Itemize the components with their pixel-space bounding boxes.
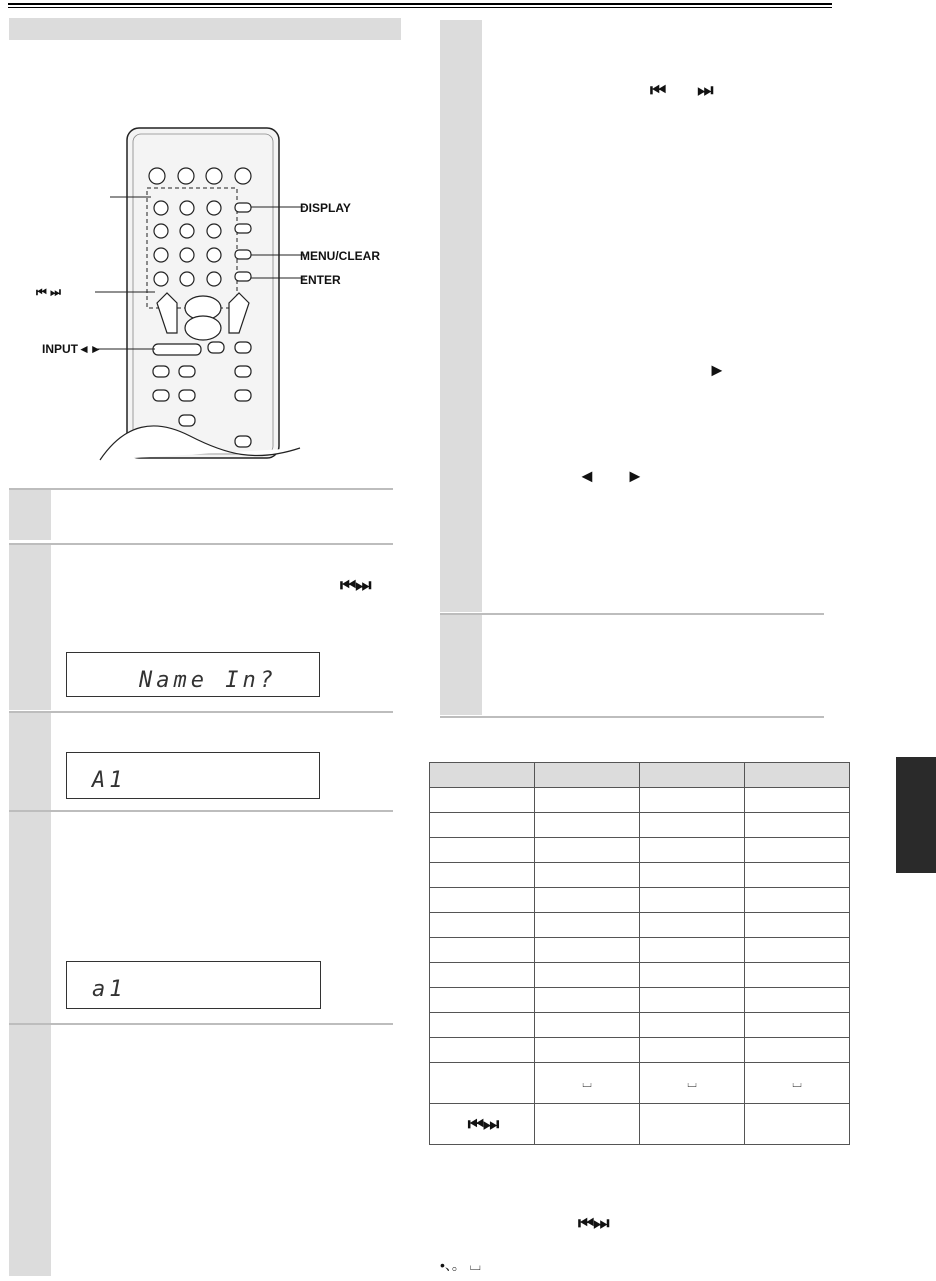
lcd-display-a1-lower <box>66 961 321 1009</box>
space-symbol: ⌴ <box>792 1075 802 1090</box>
character-table <box>429 762 850 1145</box>
lcd-text: Name In? <box>139 668 277 693</box>
input-button-label: INPUT◄► <box>42 342 102 356</box>
step-number-cell-3 <box>9 713 51 810</box>
section-heading-bar <box>9 18 401 40</box>
header-rule-thin <box>8 7 832 8</box>
chapter-tab <box>896 757 936 873</box>
step-number-cell-5 <box>9 1025 51 1276</box>
header-rule <box>8 3 832 5</box>
step-number-cell-2 <box>9 545 51 710</box>
lcd-display-a1 <box>66 752 320 799</box>
right-arrow-icon: ► <box>626 466 641 486</box>
lcd-text: A1 <box>92 768 127 793</box>
remote-illustration <box>95 118 325 466</box>
remote-drawing <box>95 118 325 466</box>
prev-track-icon: ⏮ ⏭ <box>340 575 369 595</box>
step-divider <box>9 1023 393 1025</box>
symbol-list: •、。 ⌴ <box>440 1257 481 1273</box>
step-divider <box>440 716 824 718</box>
step-number-cell-7 <box>440 615 482 715</box>
space-symbol: ⌴ <box>582 1075 592 1090</box>
skip-icons: ⏮ ⏭ <box>467 1113 497 1134</box>
menu-clear-button-label: MENU/CLEAR <box>300 249 380 263</box>
step-divider <box>440 613 824 615</box>
step-divider <box>9 711 393 713</box>
step-divider <box>9 488 393 490</box>
play-icon: ► <box>708 360 723 380</box>
prev-next-icons: ⏮ ⏭ <box>578 1213 607 1233</box>
space-symbol: ⌴ <box>687 1075 697 1090</box>
step-divider <box>9 543 393 545</box>
step-number-cell-4 <box>9 812 51 1023</box>
step-number-cell-6 <box>440 20 482 612</box>
step-number-cell-1 <box>9 490 51 540</box>
skip-buttons-label: ⏮ ⏭ <box>36 285 61 299</box>
enter-button-label: ENTER <box>300 273 341 287</box>
prev-next-icons: ⏮ ⏭ <box>650 80 711 100</box>
lcd-text: a1 <box>92 977 127 1002</box>
display-button-label: DISPLAY <box>300 201 351 215</box>
step-divider <box>9 810 393 812</box>
lcd-display-name-in <box>66 652 320 697</box>
left-arrow-icon: ◄ <box>578 466 593 486</box>
